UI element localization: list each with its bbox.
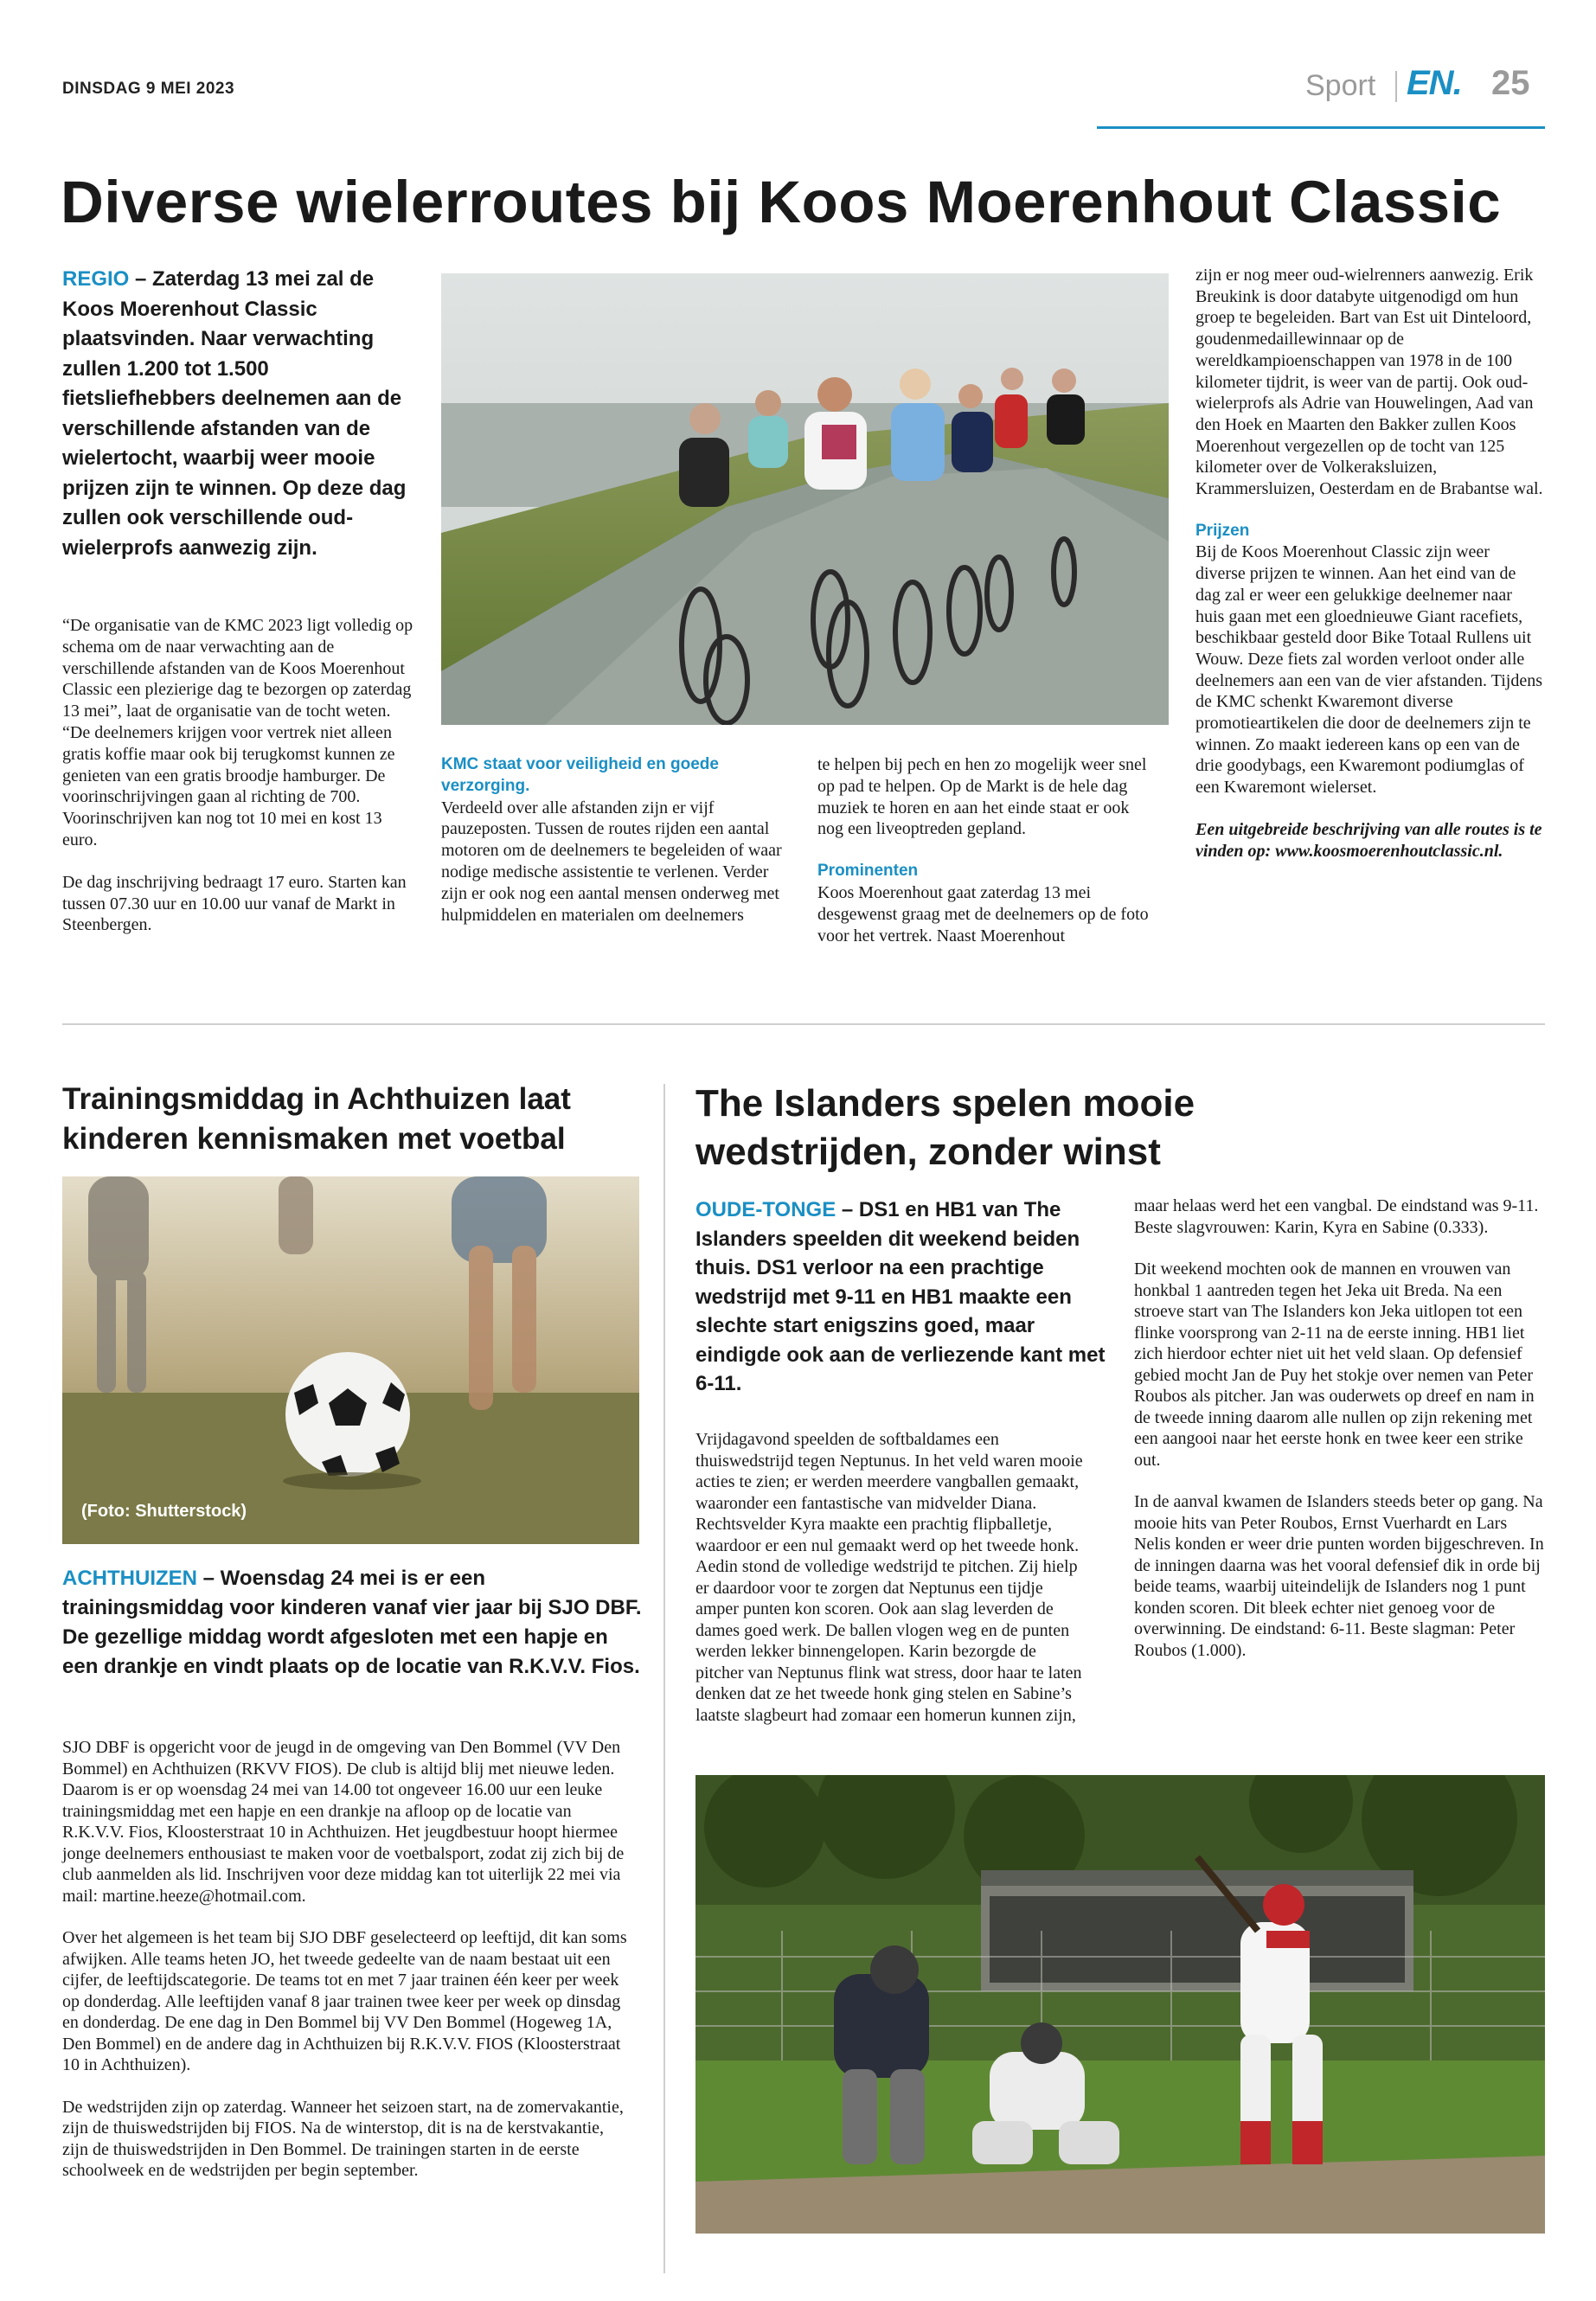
baseball-photo [695, 1775, 1545, 2234]
cyclists-photo [441, 273, 1169, 725]
article2-lead-text: – Woensdag 24 mei is er een trainingsmiddag voor kinderen vanaf vier jaar bij SJO DBF. De gezellige middag wordt afgesloten met een hapje en een drankje en vindt plaats op de locatie van R.K.V.V. Fios. [62, 1567, 642, 1678]
article1-paragraph: “De organisatie van de KMC 2023 ligt volledig op schema om de naar verwachting aan de verschillende afstanden van de Koos Moerenhout Classic een plezierige dag te bezorgen op zaterdag 13 mei”, laat de organisatie van de tocht weten. “De deelnemers krijgen voor vertrek niet alleen gratis koffie maar ook bij terugkomst kunnen ze genieten van een gratis broodje hamburger. De voorinschrijvingen gaan al richting de 700. Voorinschrijven kan nog tot 10 mei en kost 13 euro. [62, 616, 413, 849]
article3-paragraph: maar helaas werd het een vangbal. De eindstand was 9-11. Beste slagvrouwen: Karin, Kyra en Sabine (0.333). [1134, 1196, 1539, 1237]
section-label: Sport [1305, 69, 1376, 102]
article1-closing: Een uitgebreide beschrijving van alle routes is te vinden op: www.koosmoerenhoutclassic.nl. [1195, 819, 1542, 861]
photo-credit: (Foto: Shutterstock) [81, 1502, 247, 1521]
article2-paragraph: SJO DBF is opgericht voor de jeugd in de omgeving van Den Bommel (VV Den Bommel) en Achthuizen (RKVV FIOS). De club is altijd blij met nieuwe leden. Daarom is er op woensdag 24 mei van 14.00 tot ongeveer 16.00 uur een leuke trainingsmiddag met een hapje en een drankje na afloop op de locatie van R.K.V.V. Fios, Kloosterstraat 10 in Achthuizen. Het jeugdbestuur hoopt hiermee jonge deelnemers enthousiast te maken voor de voetbalsport, zodat zij zich bij de club aanmelden als lid. Inschrijven voor deze middag kan tot uiterlijk 22 mei via mail: martine.heeze@hotmail.com. [62, 1738, 625, 1906]
header-divider [1395, 71, 1397, 102]
article2-headline: Trainingsmiddag in Achthuizen laat kinderen kennismaken met voetbal [62, 1082, 571, 1156]
article1-lead-text: – Zaterdag 13 mei zal de Koos Moerenhout Classic plaatsvinden. Naar verwachting zullen 1.200 tot 1.500 fietsliefhebbers deelnemen aan de verschillende afstanden van de wielertocht, waarbij weer mooie prijzen zijn te winnen. Op deze dag zullen ook verschillende oud-wielerprofs aanwezig zijn. [62, 267, 407, 560]
article3-lead-text: – DS1 en HB1 van The Islanders speelden dit weekend beiden thuis. DS1 verloor na een prachtige wedstrijd met 9-11 en HB1 maakte een slechte start enigszins goed, maar eindigde ook aan de verliezende kant met 6-11. [695, 1198, 1106, 1395]
article1-paragraph: zijn er nog meer oud-wielrenners aanwezig. Erik Breukink is door databyte uitgenodigd om hun groep te begeleiden. Bart van Est uit Dinteloord, goudenmedaillewinnaar op de wereldkampioenschappen van 1978 in de 100 kilometer tijdrit, is weer van de partij. Ook oud-wielerprofs als Adrie van Houwelingen, Aad van den Hoek en Maarten den Bakker zullen Koos Moerenhout vergezellen op de tocht van 125 kilometer over de Volkeraksluizen, Krammersluizen, Oesterdam en de Brabantse wal. [1195, 266, 1543, 499]
article1-headline: Diverse wielerroutes bij Koos Moerenhout Classic [61, 169, 1502, 235]
article3-column1 [695, 1429, 1085, 1726]
article1-column2 [441, 754, 792, 926]
article3-lead [695, 1195, 1111, 1399]
article2-paragraph: De wedstrijden zijn op zaterdag. Wanneer het seizoen start, na de zomervakantie, zijn de thuiswedstrijden bij FIOS. Na de winterstop, dit is na de kerstvakantie, zijn de thuiswedstrijden in Den Bommel. De trainingen starten in de eerste schoolweek en de wedstrijden per begin september. [62, 2097, 624, 2180]
page-number: 25 [1491, 64, 1530, 102]
football-photo [62, 1176, 639, 1544]
newspaper-logo: EN. [1407, 64, 1462, 102]
header-rule [1097, 126, 1545, 129]
article3-paragraph: Dit weekend mochten ook de mannen en vrouwen van honkbal 1 aantreden tegen het Jeka uit Breda. Na een stroeve start van The Islanders kon Jeka uitlopen tot een flinke voorsprong van 2-11 na de eerste inning. HB1 liet zich hierdoor echter niet uit het veld slaan. Op defensief gebied mocht Jan de Puy het stokje over nemen van Peter Roubos als pitcher. Jan was ouderwets op dreef en nam in de tweede inning daarom alle nullen op zijn rekening met een aangooi naar het eerste honk en twee keer een strike out. [1134, 1259, 1535, 1470]
article1-dateline: REGIO [62, 267, 130, 291]
article1-column3 [817, 754, 1157, 946]
article1-paragraph: Verdeeld over alle afstanden zijn er vijf pauzeposten. Tussen de routes rijden een aantal motoren om de deelnemers te begeleiden of waar nodige medische assistentie te verlenen. Verder zijn er ook nog een aantal mensen onderweg met hulpmiddelen en materialen om deelnemers [441, 798, 782, 925]
soccer-ball-icon [285, 1352, 410, 1477]
article2-lead [62, 1564, 642, 1682]
article2-body [62, 1737, 633, 2202]
column-divider [663, 1084, 665, 2273]
article1-subhead: KMC staat voor veiligheid en goede verzorging. [441, 755, 719, 795]
article3-headline: The Islanders spelen mooie wedstrijden, zonder winst [695, 1082, 1195, 1173]
article1-column4 [1195, 265, 1543, 862]
article3-dateline: OUDE-TONGE [695, 1198, 836, 1221]
issue-date: DINSDAG 9 MEI 2023 [62, 80, 235, 98]
article3-paragraph: In de aanval kwamen de Islanders steeds beter op gang. Na mooie hits van Peter Roubos, Ernst Vuerhardt en Lars Nelis konden er weer drie punten worden bijgeschreven. In de inningen daarna was het vooral defensief dik in orde bij beide teams, waarbij uiteindelijk de Islanders nog 1 punt konden scoren. Dit bleek echter niet genoeg voor de overwinning. De eindstand: 6-11. Beste slagman: Peter Roubos (1.000). [1134, 1492, 1544, 1660]
article1-paragraph: Bij de Koos Moerenhout Classic zijn weer diverse prijzen te winnen. Aan het eind van de dag zal er weer een gelukkige deelnemer naar huis gaan met een gloednieuwe Giant racefiets, beschikbaar gesteld door Bike Totaal Rullens uit Wouw. Deze fiets zal worden verloot onder alle deelnemers aan een van de vier afstanden. Tijdens de KMC schenkt Kwaremont diverse promotieartikelen die door de deelnemers zijn te winnen. Zo maakt iedereen kans op een van de drie goodybags, een Kwaremont podiumglas of een Kwaremont wielerset. [1195, 542, 1542, 798]
section-divider [62, 1023, 1545, 1025]
article2-paragraph: Over het algemeen is het team bij SJO DBF geselecteerd op leeftijd, dit kan soms afwijken. Alle teams heten JO, het tweede gedeelte van de naam bestaat uit een cijfer, de leeftijdscategorie. De teams tot en met 7 jaar trainen één keer per week op donderdag. Alle leeftijden vanaf 8 jaar trainen twee keer per week op dinsdag en donderdag. De ene dag in Den Bommel bij VV Den Bommel (Hogeweg 1A, Den Bommel) en de andere dag in Achthuizen bij R.K.V.V. FIOS (Kloosterstraat 10 in Achthuizen). [62, 1928, 627, 2074]
article1-lead [62, 265, 408, 563]
article1-paragraph: te helpen bij pech en hen zo mogelijk weer snel op pad te helpen. Op de Markt is de hele dag muziek te horen en aan het einde staat er ook nog een liveoptreden gepland. [817, 755, 1147, 839]
article1-subhead: Prominenten [817, 862, 919, 881]
article3-column2 [1134, 1195, 1545, 1682]
article1-paragraph: Koos Moerenhout gaat zaterdag 13 mei desgewenst graag met de deelnemers op de foto voor het vertrek. Naast Moerenhout [817, 882, 1149, 945]
article1-column1 [62, 615, 417, 957]
article2-dateline: ACHTHUIZEN [62, 1567, 197, 1590]
article1-subhead: Prijzen [1195, 521, 1250, 540]
article1-paragraph: De dag inschrijving bedraagt 17 euro. Starten kan tussen 07.30 uur en 10.00 uur vanaf de Markt in Steenbergen. [62, 872, 407, 935]
article3-paragraph: Vrijdagavond speelden de softbaldames een thuiswedstrijd tegen Neptunus. In het veld waren mooie acties te zien; er werden meerdere vangballen gemaakt, waaronder een fantastische van midvelder Diana. Rechtsvelder Kyra maakte een prachtig flipballetje, waardoor er een nul gemaakt werd op het tweede honk. Aedin stond de volledige wedstrijd te pitchen. Zij hielp er daardoor voor te zorgen dat Neptunus een tijdje amper punten kon scoren. Ook aan slag leverden de dames goed werk. De ballen vlogen weg en de punten werden lekker binnengelopen. Karin bezorgde de pitcher van Neptunus flink wat stress, door haar te laten denken dat ze het tweede honk ging stelen en Sabine’s laatste slagbeurt had zomaar een homerun kunnen zijn, [695, 1430, 1083, 1725]
